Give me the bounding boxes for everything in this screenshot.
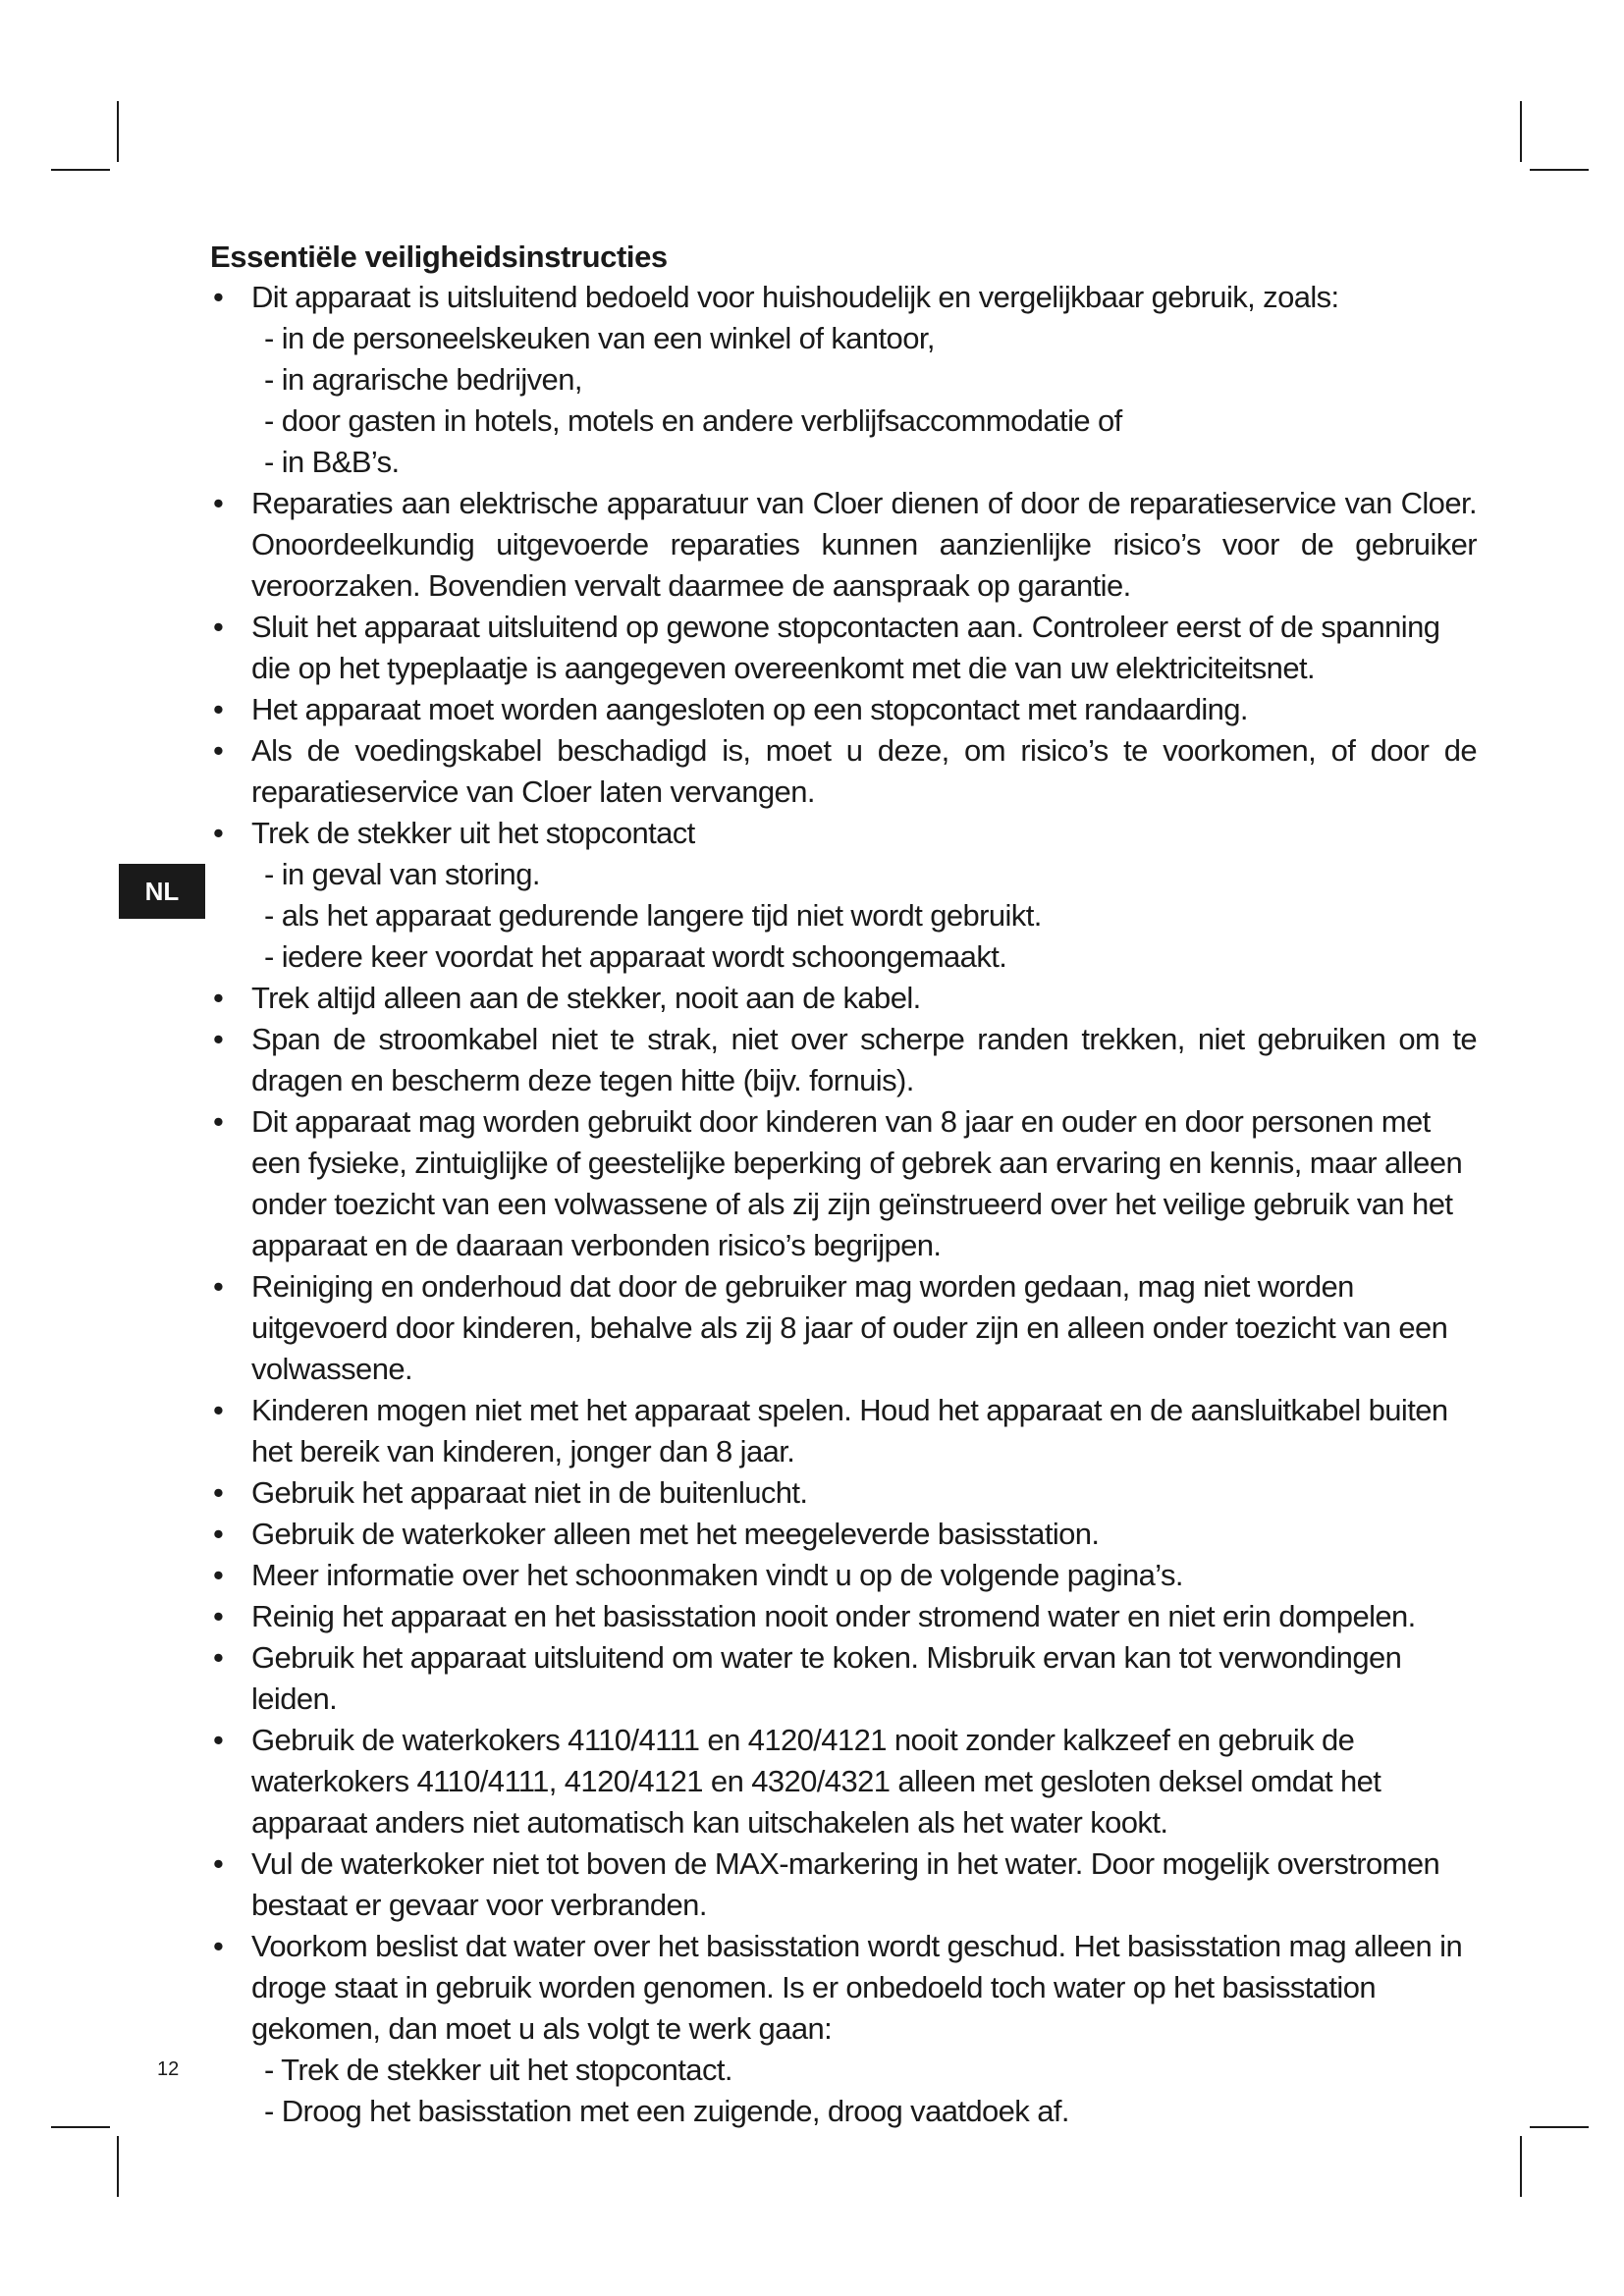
bullet-text: • Reparaties aan elektrische apparatuur van Cloer dienen of door de reparatieservice van Cloer. Onoordeelkundig uitgevoerde reparaties kunnen aanzienlijke risico’s voor de gebruiker veroorzaken. Bovendien vervalt daarmee de aanspraak op garantie. xyxy=(251,486,1477,603)
bullet-item xyxy=(210,607,1477,689)
bullet-item xyxy=(210,1101,1477,1266)
bullet-text: • Voorkom beslist dat water over het basisstation wordt geschud. Het basisstation mag alleen in droge staat in gebruik worden genomen. Is er onbedoeld toch water op het basisstation gekomen, dan moet u als volgt te werk gaan: xyxy=(251,1929,1463,2046)
bullet-item xyxy=(210,1637,1477,1720)
bullet-text: • Meer informatie over het schoonmaken vindt u op de volgende pagina’s. xyxy=(251,1558,1183,1592)
bullet-text: • Span de stroomkabel niet te strak, niet over scherpe randen trekken, niet gebruiken om te dragen en bescherm deze tegen hitte (bijv. fornuis). xyxy=(251,1022,1477,1097)
bullet-text: • Als de voedingskabel beschadigd is, moet u deze, om risico’s te voorkomen, of door de reparatieservice van Cloer laten vervangen. xyxy=(251,733,1477,809)
bullet-text: • Reinig het apparaat en het basisstation nooit onder stromend water en niet erin dompelen. xyxy=(251,1599,1416,1633)
sub-item: - in B&B’s. xyxy=(264,445,400,479)
sub-item: - in de personeelskeuken van een winkel of kantoor, xyxy=(264,321,935,355)
bullet-text: • Het apparaat moet worden aangesloten op een stopcontact met randaarding. xyxy=(251,692,1248,726)
bullet-item xyxy=(210,730,1477,813)
sub-item: - Trek de stekker uit het stopcontact. xyxy=(264,2053,732,2087)
sub-list xyxy=(251,2050,1477,2132)
sub-item: - in geval van storing. xyxy=(264,857,540,891)
bullet-item xyxy=(210,1514,1477,1555)
crop-mark-top-left-horizontal xyxy=(51,169,110,171)
bullet-item xyxy=(210,978,1477,1019)
bullet-list xyxy=(210,277,1477,2132)
bullet-item xyxy=(210,689,1477,730)
bullet-text: • Vul de waterkoker niet tot boven de MAX-markering in het water. Door mogelijk overstromen bestaat er gevaar voor verbranden. xyxy=(251,1846,1440,1922)
crop-mark-top-left-vertical xyxy=(117,101,119,162)
bullet-item xyxy=(210,1555,1477,1596)
bullet-item xyxy=(210,1390,1477,1472)
bullet-item xyxy=(210,1472,1477,1514)
safety-instructions xyxy=(210,238,1477,2132)
bullet-item xyxy=(210,1019,1477,1101)
language-tab: NL xyxy=(119,864,205,919)
sub-item: - iedere keer voordat het apparaat wordt schoongemaakt. xyxy=(264,939,1007,974)
crop-mark-top-right-horizontal xyxy=(1530,169,1589,171)
sub-item: - in agrarische bedrijven, xyxy=(264,362,582,397)
bullet-text: • Gebruik de waterkoker alleen met het meegeleverde basisstation. xyxy=(251,1517,1100,1551)
crop-mark-bottom-right-horizontal xyxy=(1530,2126,1589,2128)
bullet-item xyxy=(210,1843,1477,1926)
page-title: Essentiële veiligheidsinstructies xyxy=(210,240,668,274)
bullet-text: • Dit apparaat is uitsluitend bedoeld voor huishoudelijk en vergelijkbaar gebruik, zoals: xyxy=(251,280,1339,314)
sub-item: - Droog het basisstation met een zuigende, droog vaatdoek af. xyxy=(264,2094,1069,2128)
bullet-text: • Sluit het apparaat uitsluitend op gewone stopcontacten aan. Controleer eerst of de spanning die op het typeplaatje is aangegeven overeenkomt met die van uw elektriciteitsnet. xyxy=(251,610,1440,685)
crop-mark-bottom-left-vertical xyxy=(117,2136,119,2197)
bullet-item xyxy=(210,277,1477,483)
bullet-text: • Gebruik de waterkokers 4110/4111 en 4120/4121 nooit zonder kalkzeef en gebruik de waterkokers 4110/4111, 4120/4121 en 4320/4321 alleen met gesloten deksel omdat het apparaat anders niet automatisch kan uitschakelen als het water kookt. xyxy=(251,1723,1381,1840)
sub-list xyxy=(251,318,1477,483)
bullet-text: • Gebruik het apparaat niet in de buitenlucht. xyxy=(251,1475,808,1510)
page-number: 12 xyxy=(157,2058,180,2080)
crop-mark-bottom-right-vertical xyxy=(1520,2136,1522,2197)
bullet-item xyxy=(210,1596,1477,1637)
crop-mark-top-right-vertical xyxy=(1520,101,1522,162)
bullet-text: • Gebruik het apparaat uitsluitend om water te koken. Misbruik ervan kan tot verwondingen leiden. xyxy=(251,1640,1402,1716)
bullet-text: • Reiniging en onderhoud dat door de gebruiker mag worden gedaan, mag niet worden uitgevoerd door kinderen, behalve als zij 8 jaar of ouder zijn en alleen onder toezicht van een volwassene. xyxy=(251,1269,1448,1386)
sub-item: - door gasten in hotels, motels en andere verblijfsaccommodatie of xyxy=(264,403,1122,438)
bullet-item xyxy=(210,483,1477,607)
bullet-item xyxy=(210,813,1477,978)
bullet-text: • Trek de stekker uit het stopcontact xyxy=(251,816,695,850)
bullet-text: • Kinderen mogen niet met het apparaat spelen. Houd het apparaat en de aansluitkabel buiten het bereik van kinderen, jonger dan 8 jaar. xyxy=(251,1393,1448,1468)
bullet-text: • Trek altijd alleen aan de stekker, nooit aan de kabel. xyxy=(251,981,921,1015)
sub-item: - als het apparaat gedurende langere tijd niet wordt gebruikt. xyxy=(264,898,1042,933)
bullet-item xyxy=(210,1926,1477,2132)
bullet-text: • Dit apparaat mag worden gebruikt door kinderen van 8 jaar en ouder en door personen met een fysieke, zintuiglijke of geestelijke beperking of gebrek aan ervaring en kennis, maar alleen onder toezicht van een volwassene of als zij zijn geïnstrueerd over het veilige gebruik van het apparaat en de daaraan verbonden risico’s begrijpen. xyxy=(251,1104,1463,1262)
crop-mark-bottom-left-horizontal xyxy=(51,2126,110,2128)
bullet-item xyxy=(210,1266,1477,1390)
bullet-item xyxy=(210,1720,1477,1843)
sub-list xyxy=(251,854,1477,978)
